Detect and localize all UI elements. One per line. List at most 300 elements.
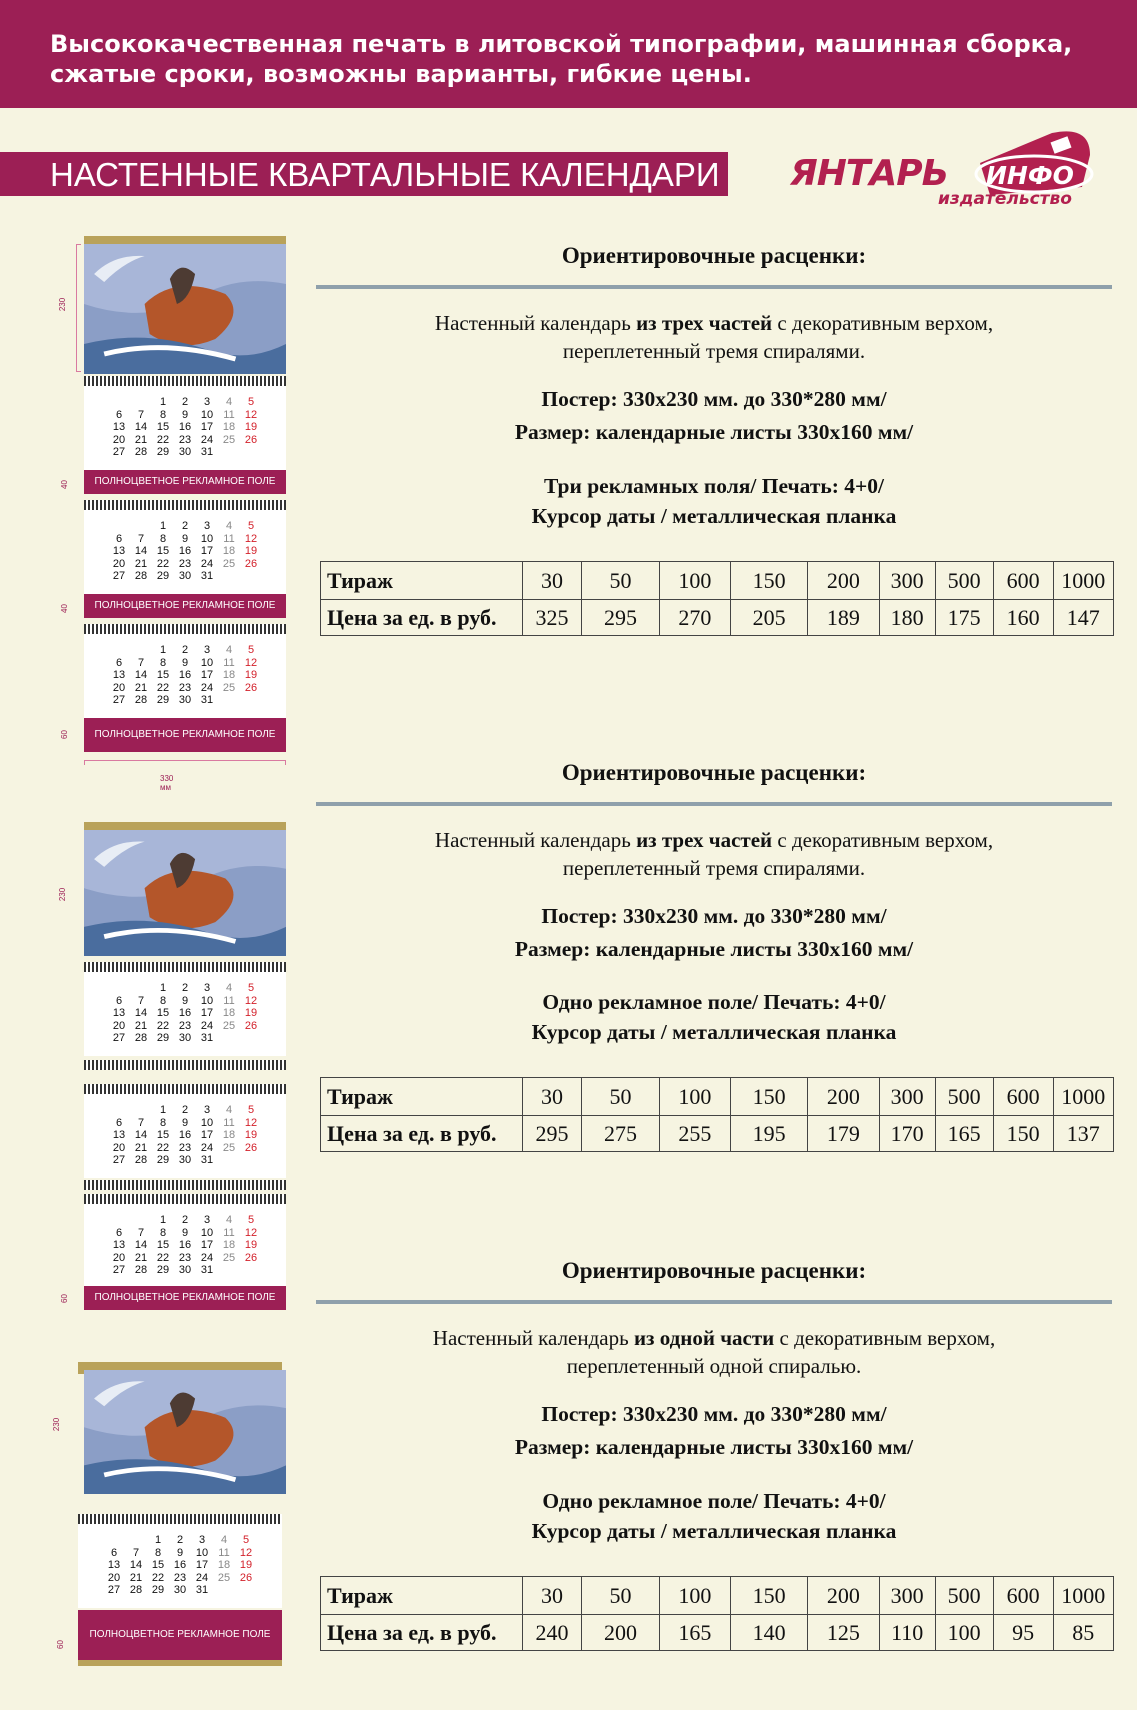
poster-spec: Постер: 330x230 мм. до 330*280 мм/ (541, 387, 887, 411)
calendar-day: 4 (225, 982, 233, 994)
calendar-day: 14 (134, 1007, 148, 1019)
calendar-day: 12 (244, 1116, 258, 1129)
dimension-label: 330 мм (160, 774, 174, 792)
dimension-label: 230 (58, 297, 68, 312)
calendar-day: 21 (134, 1251, 148, 1264)
calendar-day: 16 (173, 1559, 187, 1571)
calendar-day: 11 (223, 532, 235, 545)
quantity-cell: 100 (659, 562, 730, 600)
product-specs (316, 383, 1112, 449)
calendar-day: 6 (115, 532, 123, 545)
dimension-label: 40 (59, 480, 69, 489)
quantity-cell: 600 (993, 1577, 1053, 1615)
ad-field: ПОЛНОЦВЕТНОЕ РЕКЛАМНОЕ ПОЛЕ (84, 1286, 286, 1310)
desc-pre: Настенный календарь (432, 1326, 634, 1350)
calendar-day: 3 (203, 1214, 211, 1226)
desc-post: с декоративным верхом, (772, 311, 994, 335)
calendar-week (108, 1227, 268, 1239)
calendar-day: 14 (134, 545, 148, 557)
calendar-day: 2 (181, 1104, 189, 1116)
quantity-cell: 100 (659, 1078, 730, 1116)
calendar-day: 12 (244, 408, 258, 421)
quantity-cell: 500 (935, 562, 993, 600)
calendar-week (108, 1007, 268, 1019)
calendar-day: 13 (112, 1129, 126, 1141)
calendar-day: 26 (244, 1251, 258, 1264)
calendar-day: 30 (178, 1032, 192, 1044)
calendar-day: 17 (200, 669, 214, 681)
calendar-day: 2 (181, 644, 189, 656)
price-row (321, 600, 1114, 636)
spiral-binding (78, 1514, 282, 1524)
calendar-day: 24 (200, 557, 214, 570)
calendar-day: 23 (178, 557, 192, 570)
calendar-day: 23 (178, 1141, 192, 1154)
calendar-day: 12 (244, 994, 258, 1007)
calendar-day: 15 (156, 669, 170, 681)
price-cell: 275 (582, 1116, 659, 1152)
calendar-day: 3 (203, 1104, 211, 1116)
calendar-day: 21 (134, 681, 148, 694)
price-row (321, 1116, 1114, 1152)
price-cell: 205 (731, 600, 808, 636)
quantity-cell: 200 (808, 1078, 879, 1116)
calendar-day: 17 (200, 545, 214, 557)
calendar-day: 26 (244, 557, 258, 570)
cursor-spec: Курсор даты / металлическая планка (531, 1519, 897, 1543)
price-cell: 160 (993, 600, 1053, 636)
price-cell: 85 (1053, 1615, 1113, 1651)
calendar-day: 10 (200, 994, 214, 1007)
calendar-day: 4 (225, 520, 233, 532)
price-cell: 137 (1053, 1116, 1113, 1152)
calendar-day: 16 (178, 1239, 192, 1251)
calendar-week (108, 434, 268, 446)
dimension-label: 230 (58, 887, 68, 902)
calendar-week (108, 1032, 268, 1044)
calendar-day: 10 (200, 1226, 214, 1239)
price-cell: 175 (935, 600, 993, 636)
calendar-day: 15 (156, 1129, 170, 1141)
calendar-day: 14 (134, 1239, 148, 1251)
calendar-week (108, 570, 268, 582)
calendar-day: 24 (200, 1251, 214, 1264)
calendar-grid (108, 644, 268, 714)
calendar-day: 24 (200, 681, 214, 694)
calendar-week (108, 1154, 268, 1166)
quantity-cell: 30 (522, 1078, 582, 1116)
calendar-day: 20 (112, 433, 126, 446)
calendar-day: 25 (222, 1019, 236, 1032)
ad-field: ПОЛНОЦВЕТНОЕ РЕКЛАМНОЕ ПОЛЕ (84, 718, 286, 752)
quantity-cell: 1000 (1053, 1078, 1113, 1116)
calendar-day: 28 (134, 570, 148, 582)
calendar-day: 14 (134, 1129, 148, 1141)
calendar-day: 16 (178, 1007, 192, 1019)
calendar-day: 15 (156, 545, 170, 557)
calendar-day: 18 (222, 545, 236, 557)
calendar-day: 5 (247, 982, 255, 994)
calendar-week (108, 545, 268, 557)
calendar-day: 28 (129, 1584, 143, 1596)
calendar-week (108, 446, 268, 458)
calendar-week (108, 995, 268, 1007)
calendar-day: 24 (200, 1019, 214, 1032)
calendar-day: 17 (200, 1129, 214, 1141)
poster-artwork (84, 244, 286, 374)
quantity-cell: 1000 (1053, 562, 1113, 600)
calendar-day: 29 (151, 1584, 165, 1596)
dimension-label: 40 (59, 604, 69, 613)
calendar-day: 21 (134, 557, 148, 570)
calendar-day: 17 (200, 1007, 214, 1019)
calendar-week (108, 1104, 268, 1116)
calendar-day: 11 (223, 656, 235, 669)
quantity-cell: 30 (522, 1577, 582, 1615)
calendar-grid (108, 1104, 268, 1174)
ad-field: ПОЛНОЦВЕТНОЕ РЕКЛАМНОЕ ПОЛЕ (84, 594, 286, 618)
calendar-day: 17 (195, 1559, 209, 1571)
quantity-cell: 50 (582, 562, 659, 600)
calendar-week (108, 1264, 268, 1276)
price-cell: 140 (731, 1615, 808, 1651)
price-cell: 195 (731, 1116, 808, 1152)
calendar-day: 31 (200, 570, 214, 582)
desc-line2: переплетенный одной спиралью. (566, 1354, 862, 1378)
calendar-day: 20 (112, 1019, 126, 1032)
section-title: НАСТЕННЫЕ КВАРТАЛЬНЫЕ КАЛЕНДАРИ (50, 156, 720, 193)
calendar-day: 23 (178, 1251, 192, 1264)
calendar-day: 7 (137, 1116, 145, 1129)
price-block-title: Ориентировочные расценки: (561, 1258, 867, 1283)
calendar-day: 13 (112, 1239, 126, 1251)
calendar-day: 27 (112, 1154, 126, 1166)
calendar-day: 23 (178, 1019, 192, 1032)
calendar-day: 27 (112, 570, 126, 582)
calendar-day: 28 (134, 694, 148, 706)
calendar-week (108, 396, 268, 408)
poster-painting-icon (84, 830, 286, 956)
price-cell: 170 (879, 1116, 935, 1152)
desc-pre: Настенный календарь (434, 828, 637, 852)
calendar-grid (108, 520, 268, 590)
calendar-day: 3 (198, 1534, 206, 1546)
calendar-day: 2 (181, 520, 189, 532)
calendar-day: 17 (200, 421, 214, 433)
calendar-sheet (84, 968, 286, 1056)
calendar-day: 28 (134, 1154, 148, 1166)
calendar-day: 2 (181, 396, 189, 408)
calendar-week (103, 1547, 263, 1559)
calendar-week (108, 682, 268, 694)
logo-suffix: ИНФО (986, 161, 1074, 190)
divider (316, 1300, 1112, 1304)
calendar-day: 1 (154, 1534, 162, 1546)
calendar-day: 4 (225, 1104, 233, 1116)
calendar-week (103, 1584, 263, 1596)
quantity-cell: 300 (879, 1577, 935, 1615)
quantity-row (321, 1078, 1114, 1116)
calendar-day: 11 (223, 1226, 235, 1239)
calendar-day: 2 (176, 1534, 184, 1546)
calendar-week (108, 533, 268, 545)
calendar-day: 15 (151, 1559, 165, 1571)
calendar-day: 20 (112, 557, 126, 570)
calendar-day: 7 (132, 1546, 140, 1559)
calendar-week (108, 409, 268, 421)
calendar-day: 9 (181, 408, 189, 421)
calendar-day: 28 (134, 1264, 148, 1276)
logo-name: ЯНТАРЬ (790, 153, 949, 194)
calendar-day: 4 (225, 1214, 233, 1226)
calendar-day: 8 (159, 532, 167, 545)
calendar-day: 9 (181, 1116, 189, 1129)
size-spec: Размер: календарные листы 330x160 мм/ (514, 1435, 914, 1459)
calendar-day: 8 (159, 994, 167, 1007)
quantity-cell: 30 (522, 562, 582, 600)
calendar-day: 18 (222, 669, 236, 681)
calendar-day: 3 (203, 644, 211, 656)
price-cell: 200 (582, 1615, 659, 1651)
calendar-day: 4 (220, 1534, 228, 1546)
calendar-day: 5 (247, 1214, 255, 1226)
spiral-binding (84, 624, 286, 634)
calendar-day: 8 (159, 1116, 167, 1129)
price-table (320, 1576, 1114, 1651)
quantity-cell: 600 (993, 1078, 1053, 1116)
calendar-day: 25 (222, 1141, 236, 1154)
product-specs (316, 1398, 1112, 1464)
calendar-day: 1 (159, 396, 167, 408)
poster-spec: Постер: 330x230 мм. до 330*280 мм/ (541, 1402, 887, 1426)
price-block-title: Ориентировочные расценки: (561, 760, 867, 785)
calendar-day: 19 (244, 669, 258, 681)
calendar-day: 7 (137, 1226, 145, 1239)
dimension-line (76, 244, 81, 372)
calendar-day: 1 (159, 520, 167, 532)
calendar-day: 29 (156, 570, 170, 582)
fields-spec: Одно рекламное поле/ Печать: 4+0/ (542, 1489, 886, 1513)
price-label: Цена за ед. в руб. (321, 1615, 523, 1651)
calendar-day: 20 (112, 1251, 126, 1264)
calendar-day: 27 (107, 1584, 121, 1596)
price-cell: 150 (993, 1116, 1053, 1152)
calendar-day: 22 (156, 681, 170, 694)
quantity-cell: 200 (808, 562, 879, 600)
calendar-day: 14 (134, 421, 148, 433)
desc-bold: из одной части (633, 1326, 775, 1350)
calendar-day: 22 (156, 433, 170, 446)
calendar-day: 6 (115, 994, 123, 1007)
calendar-day: 30 (178, 1264, 192, 1276)
calendar-day: 22 (151, 1571, 165, 1584)
calendar-week (108, 669, 268, 681)
price-cell: 180 (879, 600, 935, 636)
calendar-day: 28 (134, 1032, 148, 1044)
calendar-day: 13 (112, 669, 126, 681)
quantity-cell: 100 (659, 1577, 730, 1615)
calendar-day: 30 (178, 694, 192, 706)
calendar-sheet (84, 1090, 286, 1178)
calendar-week (103, 1559, 263, 1571)
ad-field: ПОЛНОЦВЕТНОЕ РЕКЛАМНОЕ ПОЛЕ (84, 470, 286, 494)
calendar-day: 28 (134, 446, 148, 458)
spiral-binding (84, 1060, 286, 1070)
quantity-cell: 50 (582, 1577, 659, 1615)
calendar-day: 8 (159, 408, 167, 421)
quantity-label: Тираж (321, 1078, 523, 1116)
logo-subtitle: издательство (938, 189, 1072, 209)
calendar-day: 26 (244, 1141, 258, 1154)
divider (316, 802, 1112, 806)
calendar-week (108, 1252, 268, 1264)
cursor-spec: Курсор даты / металлическая планка (531, 504, 897, 528)
quantity-cell: 600 (993, 562, 1053, 600)
calendar-day: 31 (200, 1154, 214, 1166)
calendar-week (108, 558, 268, 570)
calendar-day: 18 (222, 1007, 236, 1019)
desc-pre: Настенный календарь (434, 311, 637, 335)
calendar-week (108, 1142, 268, 1154)
calendar-week (108, 1239, 268, 1251)
calendar-day: 29 (156, 446, 170, 458)
calendar-day: 9 (181, 656, 189, 669)
calendar-day: 12 (239, 1546, 253, 1559)
product-options (316, 1486, 1112, 1546)
poster-artwork (84, 830, 286, 956)
calendar-day: 30 (173, 1584, 187, 1596)
calendar-day: 1 (159, 982, 167, 994)
spiral-binding (84, 1194, 286, 1204)
cursor-spec: Курсор даты / металлическая планка (531, 1020, 897, 1044)
price-cell: 325 (522, 600, 582, 636)
price-cell: 165 (935, 1116, 993, 1152)
product-description (316, 1324, 1112, 1380)
fields-spec: Три рекламных поля/ Печать: 4+0/ (543, 474, 885, 498)
price-cell: 270 (659, 600, 730, 636)
calendar-week (108, 1020, 268, 1032)
calendar-day: 19 (244, 1007, 258, 1019)
calendar-day: 19 (244, 1129, 258, 1141)
price-cell: 179 (808, 1116, 879, 1152)
calendar-day: 22 (156, 1251, 170, 1264)
calendar-day: 20 (112, 681, 126, 694)
calendar-day: 1 (159, 644, 167, 656)
calendar-day: 9 (181, 532, 189, 545)
calendar-day: 4 (225, 396, 233, 408)
spiral-binding (84, 962, 286, 972)
calendar-day: 12 (244, 1226, 258, 1239)
calendar-day: 16 (178, 669, 192, 681)
poster-spec: Постер: 330x230 мм. до 330*280 мм/ (541, 904, 887, 928)
calendar-day: 7 (137, 994, 145, 1007)
calendar-day: 14 (129, 1559, 143, 1571)
header-line-1: Высококачественная печать в литовской типографии, машинная сборка, (50, 30, 1073, 58)
calendar-day: 27 (112, 1264, 126, 1276)
calendar-day: 31 (200, 446, 214, 458)
calendar-sheet (84, 1200, 286, 1288)
calendar-day: 11 (223, 408, 235, 421)
quantity-label: Тираж (321, 1577, 523, 1615)
calendar-day: 6 (115, 1116, 123, 1129)
calendar-day: 21 (129, 1571, 143, 1584)
calendar-week (108, 520, 268, 532)
calendar-sheet (84, 382, 286, 470)
quantity-cell: 50 (582, 1078, 659, 1116)
calendar-week (108, 1117, 268, 1129)
poster-painting-icon (84, 1370, 286, 1494)
yantar-info-logo (790, 125, 1095, 213)
calendar-day: 26 (244, 433, 258, 446)
price-cell: 295 (522, 1116, 582, 1152)
desc-post: с декоративным верхом, (774, 1326, 996, 1350)
desc-line2: переплетенный тремя спиралями. (562, 339, 866, 363)
product-options (316, 987, 1112, 1047)
calendar-day: 31 (200, 694, 214, 706)
calendar-day: 27 (112, 446, 126, 458)
dimension-label: 60 (59, 730, 69, 739)
calendar-week (108, 421, 268, 433)
dimension-label: 60 (59, 1294, 69, 1303)
dimension-line (84, 760, 286, 765)
calendar-day: 11 (218, 1546, 230, 1559)
calendar-day: 31 (195, 1584, 209, 1596)
price-cell: 100 (935, 1615, 993, 1651)
quantity-cell: 300 (879, 1078, 935, 1116)
desc-line2: переплетенный тремя спиралями. (562, 856, 866, 880)
price-table (320, 561, 1114, 636)
quantity-cell: 500 (935, 1078, 993, 1116)
calendar-day: 16 (178, 421, 192, 433)
quantity-cell: 200 (808, 1577, 879, 1615)
price-cell: 125 (808, 1615, 879, 1651)
quantity-cell: 150 (731, 1577, 808, 1615)
calendar-day: 6 (115, 656, 123, 669)
calendar-grid (108, 1214, 268, 1284)
calendar-day: 23 (178, 681, 192, 694)
size-spec: Размер: календарные листы 330x160 мм/ (514, 937, 914, 961)
calendar-day: 30 (178, 1154, 192, 1166)
header-line-2: сжатые сроки, возможны варианты, гибкие цены. (50, 60, 752, 88)
calendar-day: 3 (203, 982, 211, 994)
calendar-day: 16 (178, 545, 192, 557)
calendar-day: 29 (156, 1032, 170, 1044)
calendar-day: 4 (225, 644, 233, 656)
calendar-day: 25 (222, 433, 236, 446)
calendar-day: 10 (200, 656, 214, 669)
section-title-bar (0, 152, 728, 196)
calendar-grid (103, 1534, 263, 1604)
calendar-day: 2 (181, 982, 189, 994)
calendar-day: 15 (156, 421, 170, 433)
calendar-day: 5 (247, 396, 255, 408)
calendar-day: 20 (107, 1571, 121, 1584)
calendar-day: 30 (178, 446, 192, 458)
calendar-week (108, 982, 268, 994)
calendar-day: 9 (181, 1226, 189, 1239)
product-description (316, 309, 1112, 365)
calendar-day: 1 (159, 1104, 167, 1116)
product-description (316, 826, 1112, 882)
quantity-cell: 1000 (1053, 1577, 1113, 1615)
price-cell: 147 (1053, 600, 1113, 636)
quantity-cell: 500 (935, 1577, 993, 1615)
calendar-day: 3 (203, 520, 211, 532)
calendar-day: 1 (159, 1214, 167, 1226)
calendar-day: 15 (156, 1239, 170, 1251)
calendar-day: 12 (244, 532, 258, 545)
calendar-day: 18 (222, 1239, 236, 1251)
